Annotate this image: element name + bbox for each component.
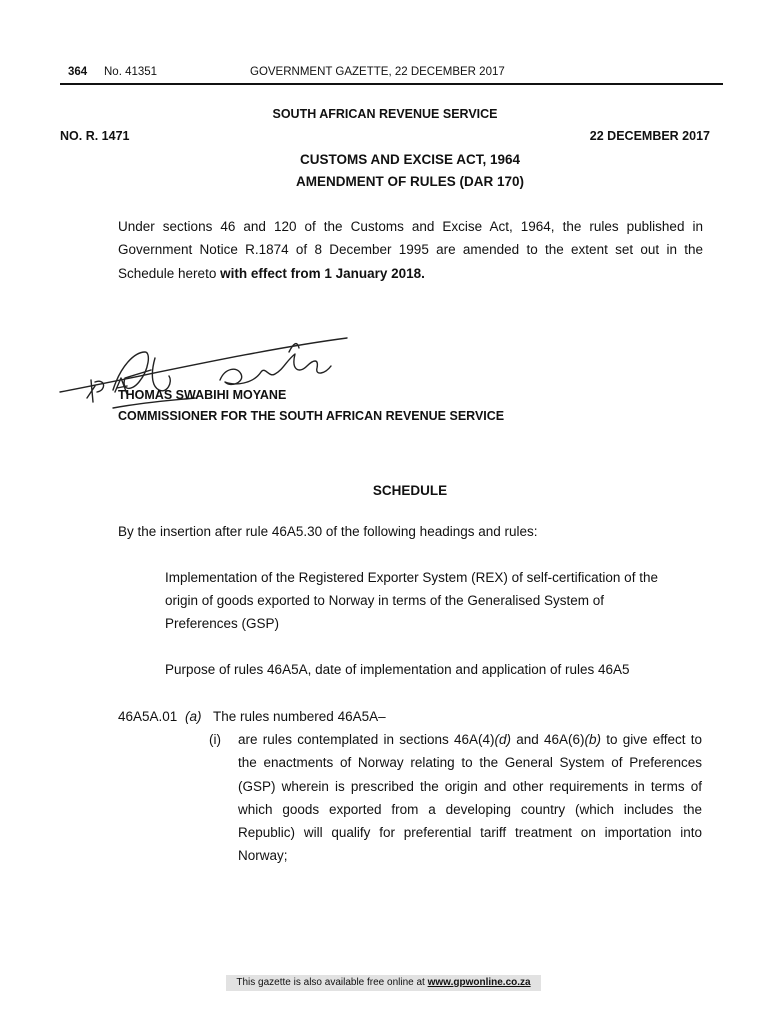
item-text-part-2: and 46A(6): [511, 732, 585, 747]
item-marker: (i): [209, 732, 221, 747]
rex-heading-line-2: origin of goods exported to Norway in terms of the Generalised System of: [165, 593, 604, 608]
gazette-title: GOVERNMENT GAZETTE, 22 DECEMBER 2017: [250, 66, 505, 78]
footer-link[interactable]: www.gpwonline.co.za: [427, 977, 531, 988]
intro-text: Under sections 46 and 120 of the Customs and Excise Act, 1964, the rules published in Government Notice R.1874 of 8 December 1995 are amended to the extent set out in the Schedule hereto: [118, 219, 703, 281]
notice-number: NO. R. 1471: [60, 129, 130, 143]
page-number: 364: [68, 66, 88, 78]
item-text-d: (d): [494, 732, 512, 747]
item-text-part-3: to give effect to the enactments of Norway relating to the General System of Preferences (GSP) wherein is prescribed the origin and other requirements in terms of which goods exported from a developing country (which includes the Republic) will qualify for preferential tariff treatment on importation into Norway;: [238, 732, 703, 864]
issuer: SOUTH AFRICAN REVENUE SERVICE: [272, 107, 498, 121]
amendment-title: AMENDMENT OF RULES (DAR 170): [295, 174, 524, 189]
footer-banner: [226, 975, 541, 991]
header-divider: [60, 83, 723, 85]
insertion-text: By the insertion after rule 46A5.30 of the following headings and rules:: [118, 524, 538, 539]
rex-heading-line-1: Implementation of the Registered Exporter System (REX) of self-certification of the: [165, 570, 658, 585]
rex-heading-line-3: Preferences (GSP): [165, 616, 280, 631]
schedule-heading: SCHEDULE: [372, 483, 448, 498]
item-text-part-1: are rules contemplated in sections 46A(4): [238, 732, 495, 747]
footer-text: This gazette is also available free online at: [236, 977, 425, 988]
purpose-heading: Purpose of rules 46A5A, date of implementation and application of rules 46A5: [165, 662, 630, 677]
signatory-name: THOMAS SWABIHI MOYANE: [118, 388, 287, 402]
notice-date: 22 DECEMBER 2017: [589, 129, 710, 143]
item-text-b: (b): [584, 732, 602, 747]
act-title: CUSTOMS AND EXCISE ACT, 1964: [299, 152, 521, 167]
issue-number: No. 41351: [104, 66, 158, 78]
rule-paragraph-marker: (a): [185, 709, 202, 724]
rule-lead-text: The rules numbered 46A5A–: [213, 709, 386, 724]
signatory-title: COMMISSIONER FOR THE SOUTH AFRICAN REVENUE SERVICE: [118, 409, 505, 423]
item-i-text: [238, 728, 702, 868]
rule-number: 46A5A.01: [118, 709, 178, 724]
intro-effective-date: with effect from 1 January 2018.: [220, 265, 425, 281]
intro-paragraph: [118, 215, 703, 285]
